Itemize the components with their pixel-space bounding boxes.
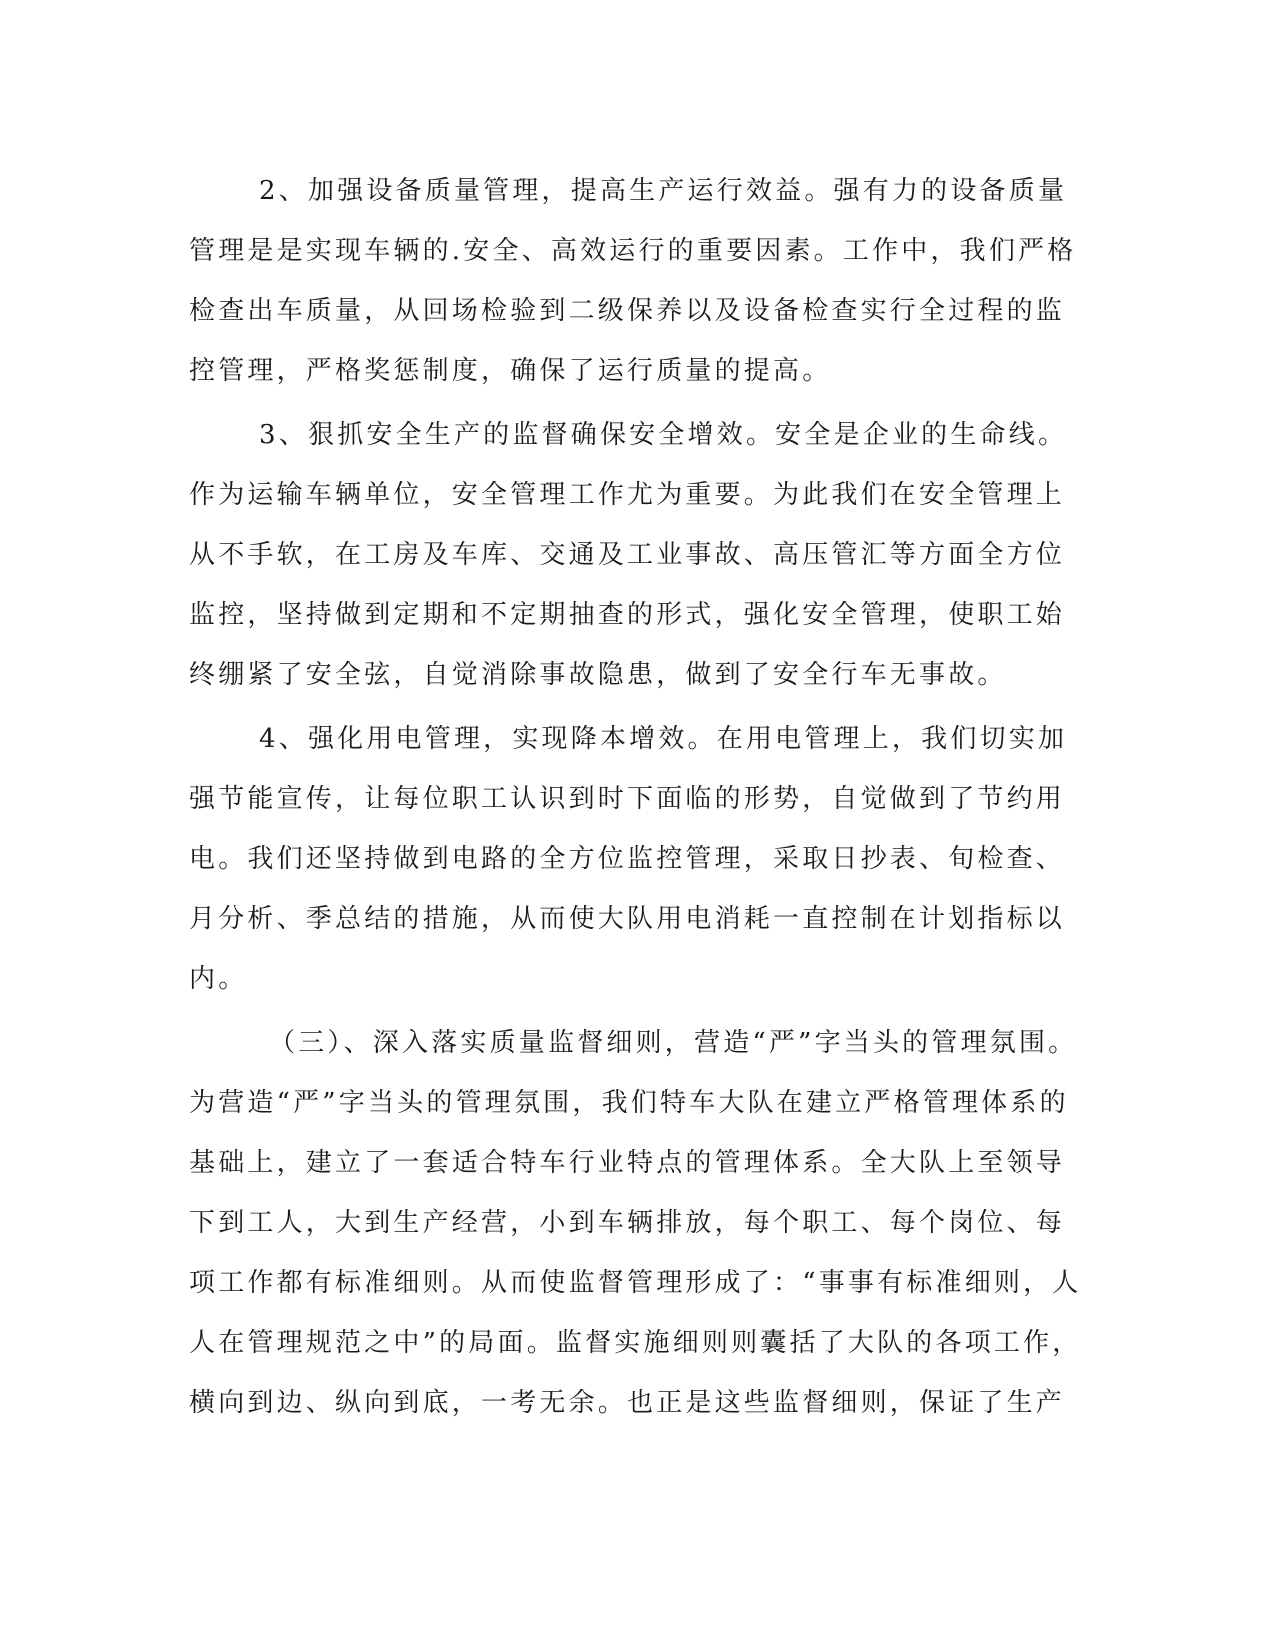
text-line: 横向到边、纵向到底，一考无余。也正是这些监督细则，保证了生产 <box>189 1388 1066 1418</box>
text-line: 终绷紧了安全弦，自觉消除事故隐患，做到了安全行车无事故。 <box>189 660 1007 690</box>
paragraph-safety-production <box>189 405 1081 705</box>
text-line: 为营造“严”字当头的管理氛围，我们特车大队在建立严格管理体系的 <box>189 1088 1069 1118</box>
text-line: 项工作都有标准细则。从而使监督管理形成了：“事事有标准细则，人 <box>189 1268 1082 1298</box>
text-line: 下到工人，大到生产经营，小到车辆排放，每个职工、每个岗位、每 <box>189 1208 1066 1238</box>
text-line: 电。我们还坚持做到电路的全方位监控管理，采取日抄表、旬检查、 <box>189 844 1066 874</box>
document-body <box>189 161 1081 1433</box>
text-line: 2、加强设备质量管理，提高生产运行效益。强有力的设备质量 <box>259 176 1068 206</box>
paragraph-equipment-quality <box>189 161 1081 401</box>
text-line: 检查出车质量，从回场检验到二级保养以及设备检查实行全过程的监 <box>189 296 1066 326</box>
text-line: 月分析、季总结的措施，从而使大队用电消耗一直控制在计划指标以 <box>189 904 1066 934</box>
text-line: 人在管理规范之中”的局面。监督实施细则则囊括了大队的各项工作， <box>189 1328 1082 1358</box>
text-line: 管理是是实现车辆的.安全、高效运行的重要因素。工作中，我们严格 <box>189 236 1077 266</box>
text-line: 基础上，建立了一套适合特车行业特点的管理体系。全大队上至领导 <box>189 1148 1066 1178</box>
text-line: 3、狠抓安全生产的监督确保安全增效。安全是企业的生命线。 <box>259 420 1068 450</box>
text-line: 监控，坚持做到定期和不定期抽查的形式，强化安全管理，使职工始 <box>189 600 1066 630</box>
paragraph-power-management <box>189 709 1081 1009</box>
text-line: 内。 <box>189 964 248 994</box>
paragraph-supervision-rules <box>189 1013 1081 1433</box>
text-line: 从不手软，在工房及车库、交通及工业事故、高压管汇等方面全方位 <box>189 540 1066 570</box>
text-line: 强节能宣传，让每位职工认识到时下面临的形势，自觉做到了节约用 <box>189 784 1066 814</box>
text-line: 作为运输车辆单位，安全管理工作尤为重要。为此我们在安全管理上 <box>189 480 1066 510</box>
text-line: 控管理，严格奖惩制度，确保了运行质量的提高。 <box>189 356 832 386</box>
text-line: （三）、深入落实质量监督细则，营造“严”字当头的管理氛围。 <box>269 1028 1078 1058</box>
text-line: 4、强化用电管理，实现降本增效。在用电管理上，我们切实加 <box>259 724 1068 754</box>
